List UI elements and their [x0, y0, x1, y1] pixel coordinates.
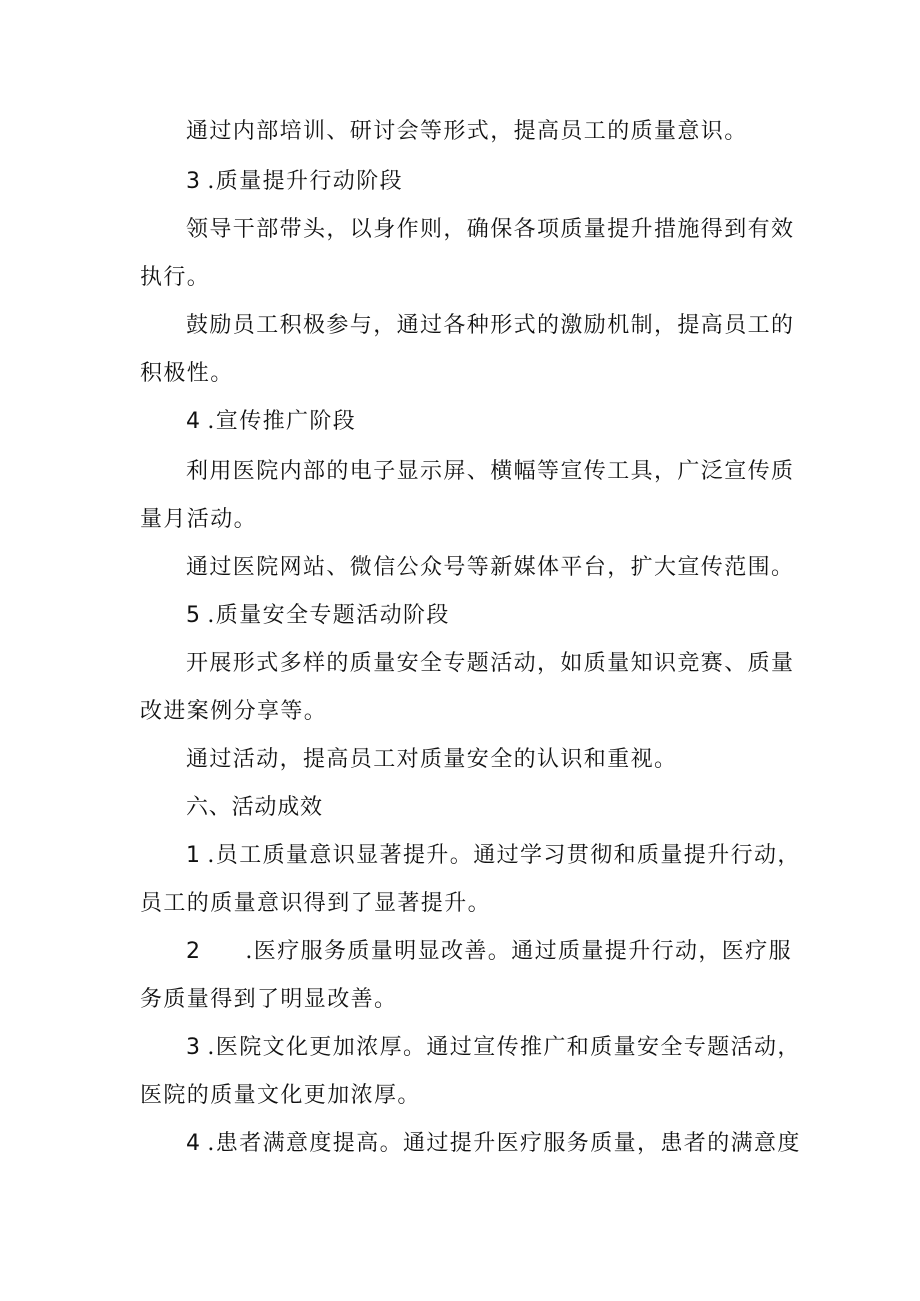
result-text: 员工的质量意识得到了显著提升。 — [140, 891, 492, 916]
paragraph-screens-line2 — [140, 506, 257, 534]
result-text: .医院文化更加浓厚。通过宣传推广和质量安全专题活动， — [207, 1035, 801, 1060]
section-heading-text: .质量安全专题活动阶段 — [207, 603, 450, 628]
paragraph-activities-line1 — [186, 650, 794, 678]
list-number: 3 — [186, 1035, 202, 1060]
paragraph-leadership-line1 — [186, 216, 794, 244]
paragraph-text: 鼓励员工积极参与，通过各种形式的激励机制，提高员工的 — [186, 313, 795, 338]
paragraph-text: 通过医院网站、微信公众号等新媒体平台，扩大宣传范围。 — [186, 555, 795, 580]
list-number: 1 — [186, 843, 202, 868]
list-number: 2 — [186, 939, 202, 964]
result-text: 医院的质量文化更加浓厚。 — [140, 1083, 421, 1108]
section-heading-promotion — [186, 408, 356, 436]
paragraph-text: 执行。 — [140, 265, 211, 290]
result-text: .员工质量意识显著提升。通过学习贯彻和质量提升行动， — [207, 843, 801, 868]
paragraph-text: 通过活动，提高员工对质量安全的认识和重视。 — [186, 747, 678, 772]
paragraph-encourage-line1 — [186, 312, 794, 340]
section-heading-text: .宣传推广阶段 — [207, 409, 357, 434]
result-item-1-line1 — [186, 842, 801, 870]
result-item-2-line1 — [186, 938, 792, 966]
section-heading-safety-activity — [186, 602, 450, 630]
result-item-1-line2 — [140, 890, 491, 918]
paragraph-text: 领导干部带头，以身作则，确保各项质量提升措施得到有效 — [186, 217, 795, 242]
list-number: 4 — [186, 1131, 202, 1156]
section-heading-text: .质量提升行动阶段 — [207, 169, 403, 194]
paragraph-new-media — [186, 554, 794, 582]
result-text: 务质量得到了明显改善。 — [140, 987, 398, 1012]
paragraph-text: 量月活动。 — [140, 507, 258, 532]
section-heading-quality-action — [186, 168, 403, 196]
paragraph-text: 开展形式多样的质量安全专题活动，如质量知识竞赛、质量 — [186, 651, 795, 676]
paragraph-text: 利用医院内部的电子显示屏、横幅等宣传工具，广泛宣传质 — [186, 459, 795, 484]
chapter-heading-results — [186, 794, 323, 822]
paragraph-awareness — [186, 746, 677, 774]
paragraph-encourage-line2 — [140, 360, 234, 388]
paragraph-text: 积极性。 — [140, 361, 234, 386]
list-number: 5 — [186, 603, 202, 628]
result-text: .医疗服务质量明显改善。通过质量提升行动，医疗服 — [245, 939, 793, 964]
paragraph-text: 通过内部培训、研讨会等形式，提高员工的质量意识。 — [186, 119, 748, 144]
result-item-3-line2 — [140, 1082, 421, 1110]
paragraph-leadership-line2 — [140, 264, 210, 292]
list-number: 3 — [186, 169, 202, 194]
chapter-heading-text: 六、活动成效 — [186, 795, 323, 820]
paragraph-screens-line1 — [186, 458, 794, 486]
list-number: 4 — [186, 409, 202, 434]
result-item-2-line2 — [140, 986, 397, 1014]
paragraph-text: 改进案例分享等。 — [140, 699, 328, 724]
paragraph-activities-line2 — [140, 698, 327, 726]
result-item-3-line1 — [186, 1034, 801, 1062]
result-item-4-line1 — [186, 1130, 801, 1158]
paragraph-training — [186, 118, 748, 146]
result-text: .患者满意度提高。通过提升医疗服务质量，患者的满意度 — [207, 1131, 801, 1156]
